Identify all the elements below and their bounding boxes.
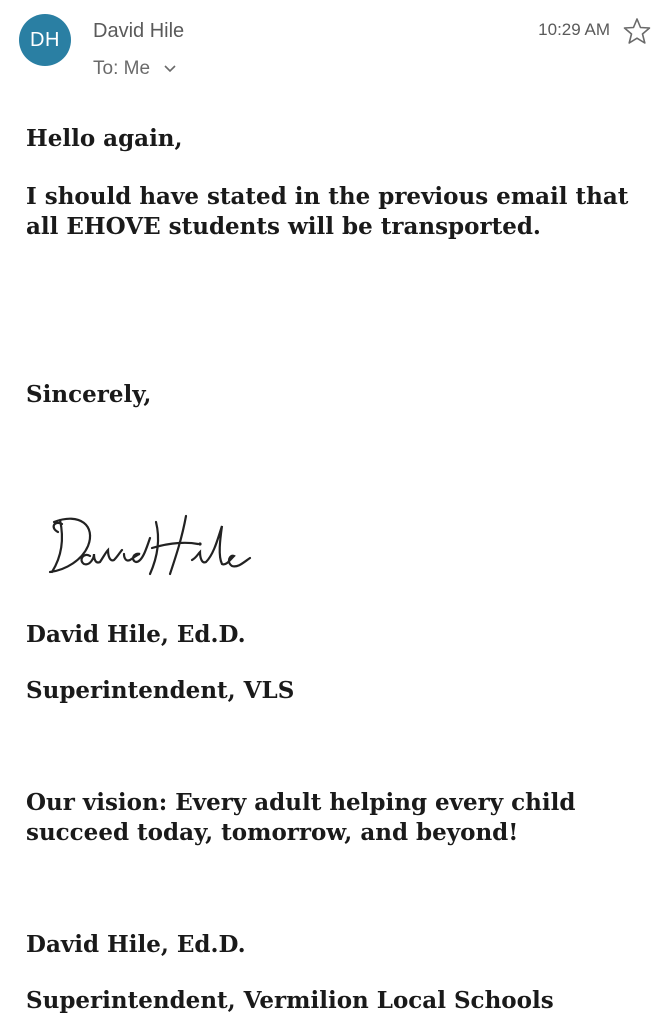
recipient-toggle[interactable] [93, 58, 178, 80]
star-outline-icon[interactable] [622, 16, 652, 46]
sender-title-line-1: Superintendent, VLS [26, 677, 295, 704]
sender-name[interactable]: David Hile [93, 20, 185, 42]
greeting-text: Hello again, [26, 125, 183, 152]
email-header [0, 0, 672, 100]
vision-statement: Our vision: Every adult helping every child succeed today, tomorrow, and beyond! [26, 789, 576, 846]
chevron-down-icon [162, 61, 178, 77]
sender-name-line-1: David Hile, Ed.D. [26, 621, 246, 648]
received-time: 10:29 AM [538, 20, 610, 39]
sender-title-line-2: Superintendent, Vermilion Local Schools [26, 987, 554, 1014]
sender-avatar[interactable]: DH [19, 14, 71, 66]
recipient-label: To: Me [93, 58, 151, 79]
sender-name-line-2: David Hile, Ed.D. [26, 931, 246, 958]
closing-text: Sincerely, [26, 381, 152, 408]
message-body: I should have stated in the previous email that all EHOVE students will be transported. [26, 183, 629, 240]
handwritten-signature [40, 498, 280, 588]
